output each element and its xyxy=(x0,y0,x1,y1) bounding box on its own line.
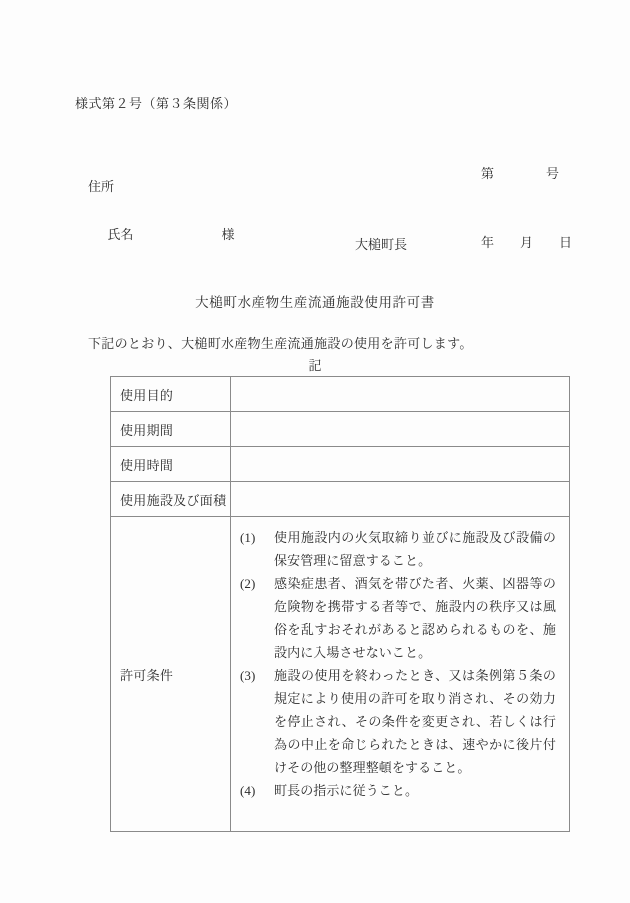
row-value-period[interactable] xyxy=(231,412,570,447)
row-label-facility-area: 使用施設及び面積 xyxy=(111,482,231,517)
row-value-facility-area[interactable] xyxy=(231,482,570,517)
condition-text: 使用施設内の火気取締り並びに施設及び設備の保安管理に留意すること。 xyxy=(274,530,556,568)
document-number-line: 第 号 xyxy=(480,166,559,181)
condition-marker: (3) xyxy=(240,668,256,683)
conditions-list xyxy=(240,526,556,802)
list-item xyxy=(240,779,556,802)
row-label-conditions: 許可条件 xyxy=(111,517,231,832)
recipient-block xyxy=(88,175,235,271)
table-body xyxy=(111,377,570,832)
condition-marker: (1) xyxy=(240,530,256,545)
condition-text: 町長の指示に従うこと。 xyxy=(274,783,419,798)
recipient-address-label: 住所 xyxy=(88,179,115,194)
table-row-conditions xyxy=(111,517,570,832)
list-item xyxy=(240,572,556,664)
list-item xyxy=(240,526,556,572)
recipient-name-label: 氏名 xyxy=(107,227,134,242)
list-item xyxy=(240,664,556,779)
recipient-honorific: 様 xyxy=(221,227,235,242)
table-row xyxy=(111,482,570,517)
document-date-line: 年 月 日 xyxy=(480,235,572,250)
table-row xyxy=(111,377,570,412)
row-value-conditions xyxy=(231,517,570,832)
document-meta-block xyxy=(481,116,572,300)
condition-marker: (2) xyxy=(240,576,256,591)
table-row xyxy=(111,412,570,447)
table-row xyxy=(111,447,570,482)
row-label-period: 使用期間 xyxy=(111,412,231,447)
row-label-purpose: 使用目的 xyxy=(111,377,231,412)
row-value-purpose[interactable] xyxy=(231,377,570,412)
issuer-name: 大槌町長 xyxy=(355,237,408,252)
page-title: 大槌町水産物生産流通施設使用許可書 xyxy=(195,295,435,310)
row-value-hours[interactable] xyxy=(231,447,570,482)
condition-marker: (4) xyxy=(240,783,256,798)
ki-marker: 記 xyxy=(308,358,322,373)
lead-sentence: 下記のとおり、大槌町水産物生産流通施設の使用を許可します。 xyxy=(88,336,473,351)
permit-details-table xyxy=(110,376,570,832)
form-number: 様式第２号（第３条関係） xyxy=(75,96,238,111)
recipient-name-line xyxy=(88,199,235,271)
row-label-hours: 使用時間 xyxy=(111,447,231,482)
condition-text: 感染症患者、酒気を帯びた者、火薬、凶器等の危険物を携帯する者等で、施設内の秩序又は風俗を乱すおそれがあると認められるものを、施設内に入場させないこと。 xyxy=(274,576,556,660)
condition-text: 施設の使用を終わったとき、又は条例第５条の規定により使用の許可を取り消され、その効力を停止され、その条件を変更され、若しくは行為の中止を命じられたときは、速やかに後片付けその他の整理整頓をすること。 xyxy=(274,668,556,775)
